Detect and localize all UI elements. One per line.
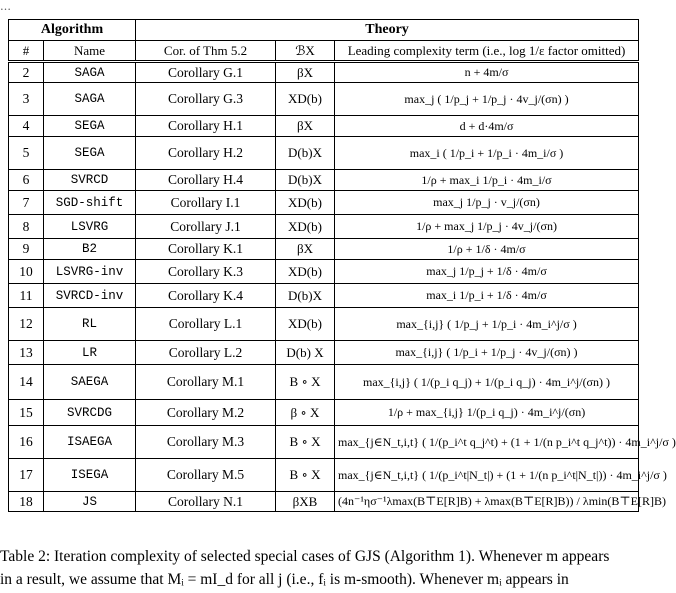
row-corollary: Corollary G.3	[136, 83, 276, 116]
row-term: max_{i,j} ( 1/p_i + 1/p_j · 4v_j/(σn) )	[335, 341, 639, 365]
row-term: d + d·4m/σ	[335, 116, 639, 137]
row-name: LSVRG	[44, 215, 136, 239]
row-bx: XD(b)	[276, 83, 335, 116]
row-num: 6	[9, 170, 44, 191]
caption-line-2: in a result, we assume that Mᵢ = mI_d for all j (i.e., fᵢ is m-smooth). Whenever mᵢ appears in	[0, 571, 569, 588]
table-row	[9, 239, 639, 260]
table-row	[9, 426, 639, 459]
header-name: Name	[44, 41, 136, 62]
row-num: 13	[9, 341, 44, 365]
row-name: SAGA	[44, 83, 136, 116]
row-bx: B ∘ X	[276, 365, 335, 400]
table-row	[9, 284, 639, 308]
row-name: LR	[44, 341, 136, 365]
header-leading: Leading complexity term (i.e., log 1/ε factor omitted)	[335, 41, 639, 62]
row-corollary: Corollary M.2	[136, 400, 276, 426]
row-bx: D(b) X	[276, 341, 335, 365]
table-row	[9, 308, 639, 341]
header-theory: Theory	[136, 20, 639, 41]
row-num: 8	[9, 215, 44, 239]
row-name: SGD-shift	[44, 191, 136, 215]
row-bx: XD(b)	[276, 215, 335, 239]
row-num: 9	[9, 239, 44, 260]
row-bx: XD(b)	[276, 308, 335, 341]
row-term: n + 4m/σ	[335, 62, 639, 83]
row-term: max_i 1/p_i + 1/δ · 4m/σ	[335, 284, 639, 308]
table-row	[9, 191, 639, 215]
row-term: max_{j∈N_t,i,t} ( 1/(p_i^t q_j^t) + (1 + 1/(n p_i^t q_j^t)) · 4m_i^j/σ )	[335, 426, 639, 459]
table-row	[9, 492, 639, 512]
row-name: SAGA	[44, 62, 136, 83]
row-num: 17	[9, 459, 44, 492]
table-row	[9, 137, 639, 170]
table-row	[9, 170, 639, 191]
row-corollary: Corollary M.3	[136, 426, 276, 459]
row-corollary: Corollary J.1	[136, 215, 276, 239]
row-term: 1/ρ + 1/δ · 4m/σ	[335, 239, 639, 260]
row-bx: B ∘ X	[276, 459, 335, 492]
table-row	[9, 116, 639, 137]
row-num: 5	[9, 137, 44, 170]
row-term: max_{i,j} ( 1/p_j + 1/p_i · 4m_i^j/σ )	[335, 308, 639, 341]
row-num: 3	[9, 83, 44, 116]
complexity-table	[8, 19, 676, 512]
row-name: SVRCD	[44, 170, 136, 191]
row-corollary: Corollary H.4	[136, 170, 276, 191]
row-bx: D(b)X	[276, 137, 335, 170]
row-bx: XD(b)	[276, 191, 335, 215]
row-bx: βX	[276, 239, 335, 260]
row-bx: β ∘ X	[276, 400, 335, 426]
header-num: #	[9, 41, 44, 62]
table-row	[9, 365, 639, 400]
table-row	[9, 341, 639, 365]
header-cor: Cor. of Thm 5.2	[136, 41, 276, 62]
table-row	[9, 83, 639, 116]
row-term: max_j ( 1/p_j + 1/p_j · 4v_j/(σn) )	[335, 83, 639, 116]
row-name: SEGA	[44, 137, 136, 170]
row-term: (4n⁻¹ησ⁻¹λmax(B⊤E[R]B) + λmax(B⊤E[R]B)) / λmin(B⊤E[R]B)	[335, 492, 639, 512]
row-bx: βX	[276, 116, 335, 137]
row-name: SAEGA	[44, 365, 136, 400]
row-term: 1/ρ + max_i 1/p_i · 4m_i/σ	[335, 170, 639, 191]
table-row	[9, 459, 639, 492]
row-corollary: Corollary L.2	[136, 341, 276, 365]
row-corollary: Corollary N.1	[136, 492, 276, 512]
row-corollary: Corollary M.5	[136, 459, 276, 492]
row-term: max_{j∈N_t,i,t} ( 1/(p_i^t|N_t|) + (1 + 1/(n p_i^t|N_t|)) · 4m_i^j/σ )	[335, 459, 639, 492]
table-caption	[0, 545, 660, 591]
row-term: 1/ρ + max_{i,j} 1/(p_i q_j) · 4m_i^j/(σn)	[335, 400, 639, 426]
row-bx: βXB	[276, 492, 335, 512]
row-corollary: Corollary H.2	[136, 137, 276, 170]
header-bx: ℬX	[276, 41, 335, 62]
row-term: max_{i,j} ( 1/(p_i q_j) + 1/(p_i q_j) · 4m_i^j/(σn) )	[335, 365, 639, 400]
row-term: max_i ( 1/p_i + 1/p_i · 4m_i/σ )	[335, 137, 639, 170]
row-bx: D(b)X	[276, 284, 335, 308]
row-num: 7	[9, 191, 44, 215]
row-num: 15	[9, 400, 44, 426]
row-corollary: Corollary K.3	[136, 260, 276, 284]
table-row	[9, 260, 639, 284]
row-bx: B ∘ X	[276, 426, 335, 459]
top-fragment: …	[0, 0, 11, 13]
row-name: SVRCD-inv	[44, 284, 136, 308]
table-row	[9, 400, 639, 426]
row-num: 12	[9, 308, 44, 341]
row-name: ISEGA	[44, 459, 136, 492]
row-bx: XD(b)	[276, 260, 335, 284]
row-num: 18	[9, 492, 44, 512]
row-name: ISAEGA	[44, 426, 136, 459]
row-term: 1/ρ + max_j 1/p_j · 4v_j/(σn)	[335, 215, 639, 239]
row-bx: βX	[276, 62, 335, 83]
row-term: max_j 1/p_j · v_j/(σn)	[335, 191, 639, 215]
row-num: 4	[9, 116, 44, 137]
row-name: RL	[44, 308, 136, 341]
row-num: 14	[9, 365, 44, 400]
row-corollary: Corollary L.1	[136, 308, 276, 341]
row-corollary: Corollary I.1	[136, 191, 276, 215]
row-name: JS	[44, 492, 136, 512]
row-name: SEGA	[44, 116, 136, 137]
table-row	[9, 215, 639, 239]
row-num: 10	[9, 260, 44, 284]
row-term: max_j 1/p_j + 1/δ · 4m/σ	[335, 260, 639, 284]
row-corollary: Corollary H.1	[136, 116, 276, 137]
row-corollary: Corollary G.1	[136, 62, 276, 83]
row-corollary: Corollary M.1	[136, 365, 276, 400]
row-bx: D(b)X	[276, 170, 335, 191]
row-corollary: Corollary K.4	[136, 284, 276, 308]
caption-line-1: Table 2: Iteration complexity of selected special cases of GJS (Algorithm 1). Whenever m appears	[0, 548, 610, 565]
row-name: SVRCDG	[44, 400, 136, 426]
row-num: 11	[9, 284, 44, 308]
row-name: B2	[44, 239, 136, 260]
row-corollary: Corollary K.1	[136, 239, 276, 260]
header-algorithm: Algorithm	[9, 20, 136, 41]
row-name: LSVRG-inv	[44, 260, 136, 284]
row-num: 16	[9, 426, 44, 459]
row-num: 2	[9, 62, 44, 83]
table-row	[9, 62, 639, 83]
